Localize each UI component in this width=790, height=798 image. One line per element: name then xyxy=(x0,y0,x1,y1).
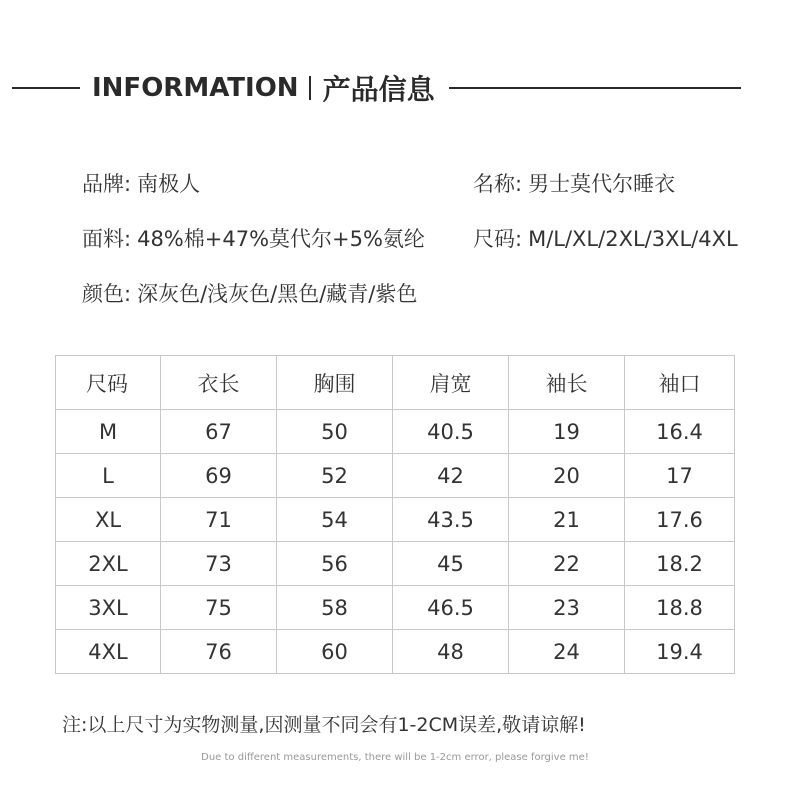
note-cn: 注:以上尺寸为实物测量,因测量不同会有1-2CM误差,敬请谅解! xyxy=(62,714,586,736)
info-color xyxy=(82,280,417,308)
table-row xyxy=(56,542,735,586)
color-label: 颜色: xyxy=(82,282,132,306)
table-header-cell: 胸围 xyxy=(277,356,393,410)
table-cell: 56 xyxy=(277,542,393,586)
info-size xyxy=(473,225,738,253)
size-table xyxy=(55,355,735,674)
table-cell: 18.2 xyxy=(625,542,735,586)
table-cell: M xyxy=(56,410,161,454)
table-cell: 52 xyxy=(277,454,393,498)
table-row xyxy=(56,498,735,542)
table-header-cell: 袖长 xyxy=(509,356,625,410)
table-cell: 18.8 xyxy=(625,586,735,630)
table-cell: 40.5 xyxy=(393,410,509,454)
table-row xyxy=(56,630,735,674)
header-title-cn: 产品信息 xyxy=(322,73,435,106)
table-cell: 17 xyxy=(625,454,735,498)
table-cell: 46.5 xyxy=(393,586,509,630)
table-cell: 45 xyxy=(393,542,509,586)
brand-value: 南极人 xyxy=(137,172,201,196)
color-value: 深灰色/浅灰色/黑色/藏青/紫色 xyxy=(137,282,418,306)
header-line-left xyxy=(12,87,80,89)
size-label: 尺码: xyxy=(473,227,523,251)
name-value: 男士莫代尔睡衣 xyxy=(528,172,676,196)
table-cell: 76 xyxy=(161,630,277,674)
table-row xyxy=(56,410,735,454)
table-header-cell: 尺码 xyxy=(56,356,161,410)
table-header-row xyxy=(56,356,735,410)
brand-label: 品牌: xyxy=(82,172,132,196)
name-label: 名称: xyxy=(473,172,523,196)
table-cell: 19.4 xyxy=(625,630,735,674)
table-cell: 24 xyxy=(509,630,625,674)
info-fabric xyxy=(82,225,425,253)
table-cell: 48 xyxy=(393,630,509,674)
table-header-cell: 衣长 xyxy=(161,356,277,410)
table-header-cell: 袖口 xyxy=(625,356,735,410)
table-row xyxy=(56,586,735,630)
table-cell: 60 xyxy=(277,630,393,674)
table-cell: 71 xyxy=(161,498,277,542)
table-cell: 73 xyxy=(161,542,277,586)
table-cell: L xyxy=(56,454,161,498)
info-brand xyxy=(82,170,200,198)
table-cell: XL xyxy=(56,498,161,542)
table-cell: 75 xyxy=(161,586,277,630)
header-line-right xyxy=(449,87,741,89)
table-cell: 21 xyxy=(509,498,625,542)
section-header xyxy=(92,66,435,110)
fabric-label: 面料: xyxy=(82,227,132,251)
table-cell: 43.5 xyxy=(393,498,509,542)
table-cell: 3XL xyxy=(56,586,161,630)
table-cell: 2XL xyxy=(56,542,161,586)
table-cell: 58 xyxy=(277,586,393,630)
table-cell: 4XL xyxy=(56,630,161,674)
table-cell: 42 xyxy=(393,454,509,498)
table-cell: 54 xyxy=(277,498,393,542)
note-en: Due to different measurements, there will be 1-2cm error, please forgive me! xyxy=(201,752,589,763)
table-cell: 22 xyxy=(509,542,625,586)
table-cell: 23 xyxy=(509,586,625,630)
fabric-value: 48%棉+47%莫代尔+5%氨纶 xyxy=(137,227,425,251)
table-cell: 20 xyxy=(509,454,625,498)
table-header-cell: 肩宽 xyxy=(393,356,509,410)
table-cell: 16.4 xyxy=(625,410,735,454)
size-value: M/L/XL/2XL/3XL/4XL xyxy=(528,227,738,251)
info-name xyxy=(473,170,675,198)
table-cell: 17.6 xyxy=(625,498,735,542)
table-row xyxy=(56,454,735,498)
table-cell: 19 xyxy=(509,410,625,454)
table-cell: 67 xyxy=(161,410,277,454)
header-title-en: INFORMATION xyxy=(92,73,299,103)
table-cell: 50 xyxy=(277,410,393,454)
header-separator xyxy=(309,76,311,100)
table-cell: 69 xyxy=(161,454,277,498)
